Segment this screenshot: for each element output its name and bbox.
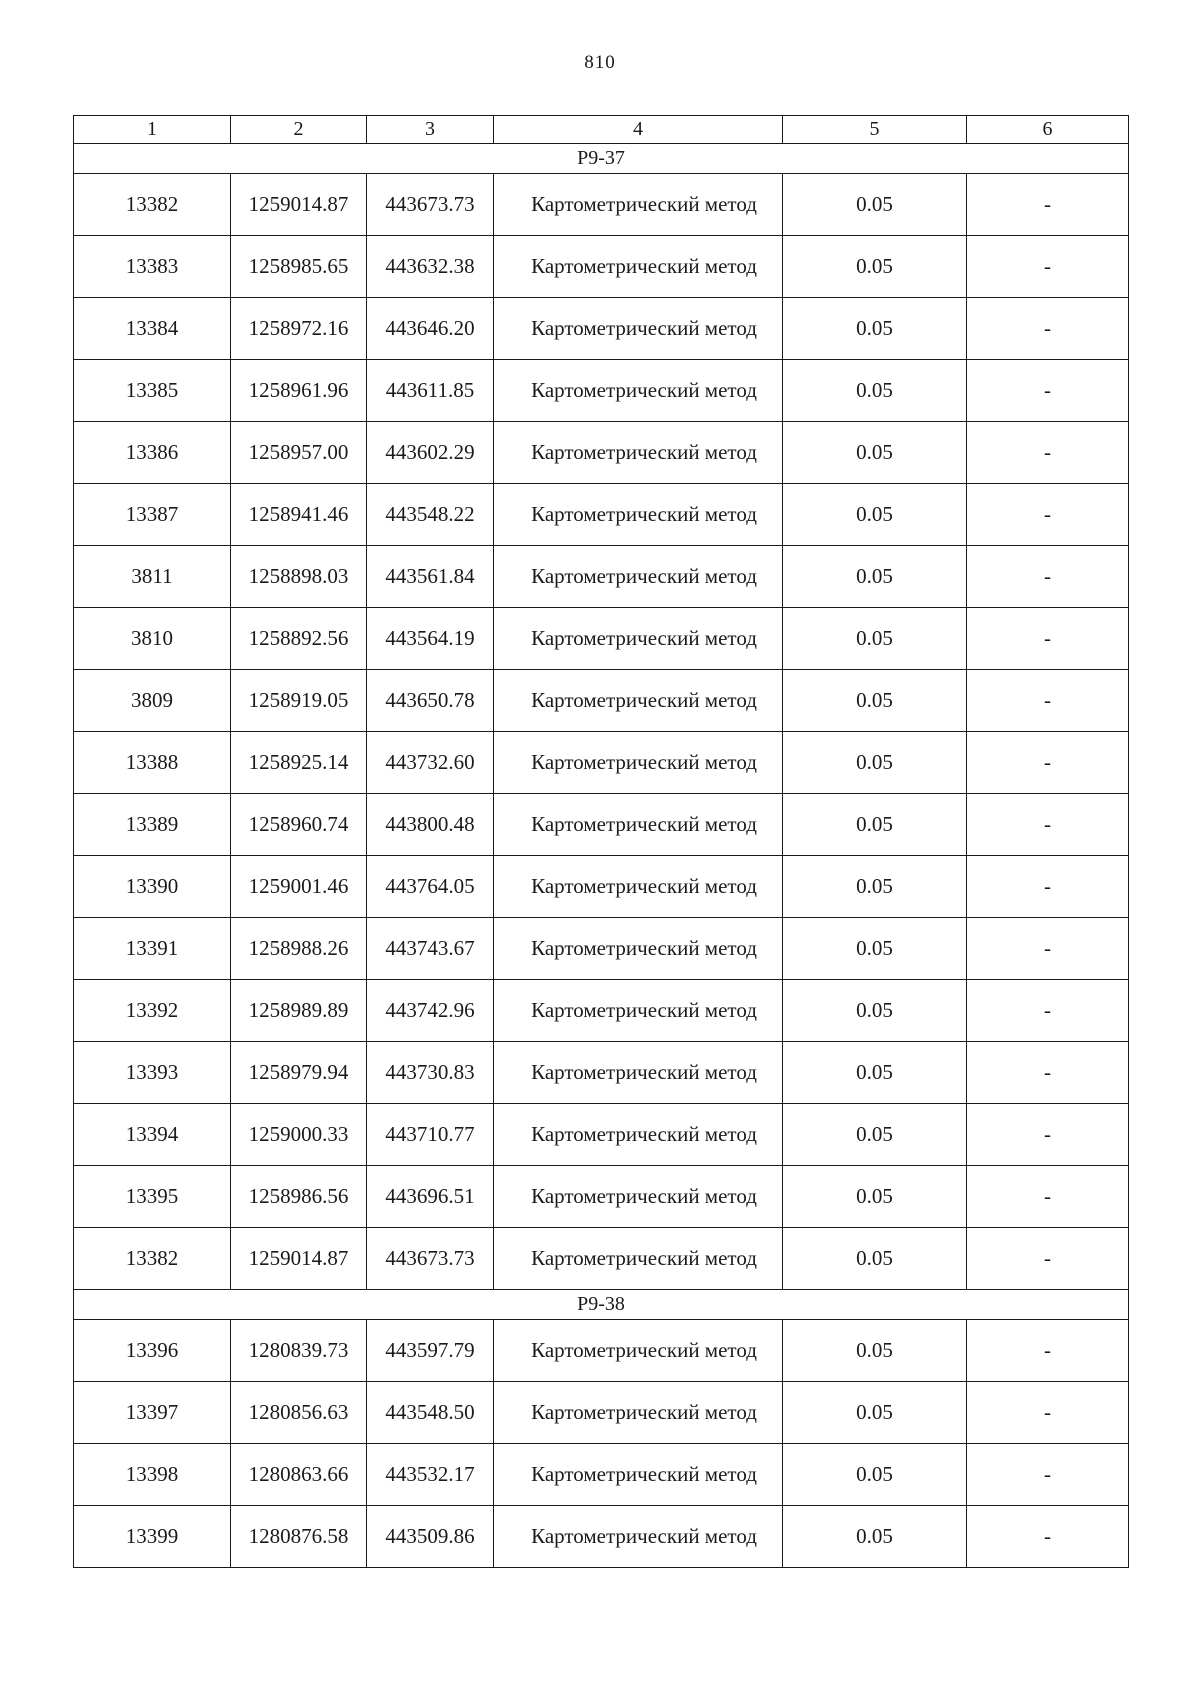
table-row [74, 546, 1129, 608]
accuracy-cell: 0.05 [783, 794, 967, 856]
point-number-cell: 3810 [74, 608, 231, 670]
x-coordinate-cell: 1259000.33 [231, 1104, 367, 1166]
page-number: 810 [584, 52, 616, 73]
y-coordinate-cell: 443548.50 [367, 1382, 494, 1444]
description-cell: - [967, 1228, 1129, 1290]
accuracy-cell: 0.05 [783, 1228, 967, 1290]
y-coordinate-cell: 443732.60 [367, 732, 494, 794]
table-row [74, 1382, 1129, 1444]
accuracy-cell: 0.05 [783, 1382, 967, 1444]
x-coordinate-cell: 1258925.14 [231, 732, 367, 794]
accuracy-cell: 0.05 [783, 1506, 967, 1568]
y-coordinate-cell: 443764.05 [367, 856, 494, 918]
table-row [74, 608, 1129, 670]
table-row [74, 1506, 1129, 1568]
y-coordinate-cell: 443548.22 [367, 484, 494, 546]
point-number-cell: 3809 [74, 670, 231, 732]
table-row [74, 1104, 1129, 1166]
table-row [74, 236, 1129, 298]
y-coordinate-cell: 443673.73 [367, 174, 494, 236]
y-coordinate-cell: 443730.83 [367, 1042, 494, 1104]
point-number-cell: 13389 [74, 794, 231, 856]
accuracy-cell: 0.05 [783, 1104, 967, 1166]
method-cell: Картометрический метод [494, 794, 783, 856]
method-cell: Картометрический метод [494, 546, 783, 608]
point-number-cell: 13395 [74, 1166, 231, 1228]
point-number-cell: 13394 [74, 1104, 231, 1166]
table-row [74, 732, 1129, 794]
description-cell: - [967, 236, 1129, 298]
method-cell: Картометрический метод [494, 980, 783, 1042]
point-number-cell: 13386 [74, 422, 231, 484]
point-number-cell: 13382 [74, 1228, 231, 1290]
table-row [74, 1166, 1129, 1228]
x-coordinate-cell: 1258941.46 [231, 484, 367, 546]
y-coordinate-cell: 443650.78 [367, 670, 494, 732]
method-cell: Картометрический метод [494, 1166, 783, 1228]
point-number-cell: 13396 [74, 1320, 231, 1382]
table-row [74, 1320, 1129, 1382]
table-row [74, 1228, 1129, 1290]
section-title: Р9-38 [74, 1290, 1129, 1320]
method-cell: Картометрический метод [494, 422, 783, 484]
y-coordinate-cell: 443532.17 [367, 1444, 494, 1506]
description-cell: - [967, 980, 1129, 1042]
point-number-cell: 13393 [74, 1042, 231, 1104]
section-header-row [74, 1290, 1129, 1320]
table-row [74, 1444, 1129, 1506]
accuracy-cell: 0.05 [783, 546, 967, 608]
x-coordinate-cell: 1258988.26 [231, 918, 367, 980]
column-number-row [74, 116, 1129, 144]
point-number-cell: 13384 [74, 298, 231, 360]
point-number-cell: 13397 [74, 1382, 231, 1444]
accuracy-cell: 0.05 [783, 1166, 967, 1228]
accuracy-cell: 0.05 [783, 174, 967, 236]
accuracy-cell: 0.05 [783, 1320, 967, 1382]
point-number-cell: 13383 [74, 236, 231, 298]
table-row [74, 422, 1129, 484]
section-title: Р9-37 [74, 144, 1129, 174]
y-coordinate-cell: 443509.86 [367, 1506, 494, 1568]
column-number: 2 [231, 116, 367, 144]
method-cell: Картометрический метод [494, 298, 783, 360]
method-cell: Картометрический метод [494, 670, 783, 732]
point-number-cell: 3811 [74, 546, 231, 608]
y-coordinate-cell: 443632.38 [367, 236, 494, 298]
y-coordinate-cell: 443564.19 [367, 608, 494, 670]
method-cell: Картометрический метод [494, 1320, 783, 1382]
description-cell: - [967, 1042, 1129, 1104]
description-cell: - [967, 546, 1129, 608]
method-cell: Картометрический метод [494, 1506, 783, 1568]
table-row [74, 980, 1129, 1042]
table-row [74, 670, 1129, 732]
table-body [74, 116, 1129, 1568]
column-number: 1 [74, 116, 231, 144]
x-coordinate-cell: 1258919.05 [231, 670, 367, 732]
table-row [74, 918, 1129, 980]
table-row [74, 856, 1129, 918]
point-number-cell: 13392 [74, 980, 231, 1042]
description-cell: - [967, 1166, 1129, 1228]
point-number-cell: 13382 [74, 174, 231, 236]
x-coordinate-cell: 1258892.56 [231, 608, 367, 670]
method-cell: Картометрический метод [494, 1228, 783, 1290]
accuracy-cell: 0.05 [783, 608, 967, 670]
x-coordinate-cell: 1258957.00 [231, 422, 367, 484]
x-coordinate-cell: 1280863.66 [231, 1444, 367, 1506]
accuracy-cell: 0.05 [783, 360, 967, 422]
section-header-row [74, 144, 1129, 174]
table-row [74, 360, 1129, 422]
y-coordinate-cell: 443597.79 [367, 1320, 494, 1382]
description-cell: - [967, 608, 1129, 670]
description-cell: - [967, 174, 1129, 236]
point-number-cell: 13391 [74, 918, 231, 980]
description-cell: - [967, 732, 1129, 794]
method-cell: Картометрический метод [494, 360, 783, 422]
description-cell: - [967, 360, 1129, 422]
method-cell: Картометрический метод [494, 484, 783, 546]
y-coordinate-cell: 443710.77 [367, 1104, 494, 1166]
accuracy-cell: 0.05 [783, 732, 967, 794]
description-cell: - [967, 918, 1129, 980]
accuracy-cell: 0.05 [783, 918, 967, 980]
accuracy-cell: 0.05 [783, 856, 967, 918]
x-coordinate-cell: 1258989.89 [231, 980, 367, 1042]
column-number: 5 [783, 116, 967, 144]
table-row [74, 174, 1129, 236]
description-cell: - [967, 484, 1129, 546]
table-row [74, 484, 1129, 546]
description-cell: - [967, 1382, 1129, 1444]
y-coordinate-cell: 443743.67 [367, 918, 494, 980]
point-number-cell: 13385 [74, 360, 231, 422]
description-cell: - [967, 794, 1129, 856]
x-coordinate-cell: 1258972.16 [231, 298, 367, 360]
x-coordinate-cell: 1258898.03 [231, 546, 367, 608]
accuracy-cell: 0.05 [783, 236, 967, 298]
point-number-cell: 13398 [74, 1444, 231, 1506]
x-coordinate-cell: 1280839.73 [231, 1320, 367, 1382]
x-coordinate-cell: 1258986.56 [231, 1166, 367, 1228]
y-coordinate-cell: 443561.84 [367, 546, 494, 608]
method-cell: Картометрический метод [494, 1444, 783, 1506]
accuracy-cell: 0.05 [783, 980, 967, 1042]
table-row [74, 794, 1129, 856]
method-cell: Картометрический метод [494, 608, 783, 670]
x-coordinate-cell: 1258960.74 [231, 794, 367, 856]
description-cell: - [967, 422, 1129, 484]
point-number-cell: 13390 [74, 856, 231, 918]
column-number: 4 [494, 116, 783, 144]
method-cell: Картометрический метод [494, 1042, 783, 1104]
accuracy-cell: 0.05 [783, 1444, 967, 1506]
description-cell: - [967, 1320, 1129, 1382]
table-row [74, 1042, 1129, 1104]
x-coordinate-cell: 1258961.96 [231, 360, 367, 422]
method-cell: Картометрический метод [494, 856, 783, 918]
y-coordinate-cell: 443611.85 [367, 360, 494, 422]
point-number-cell: 13388 [74, 732, 231, 794]
description-cell: - [967, 1444, 1129, 1506]
table-row [74, 298, 1129, 360]
point-number-cell: 13399 [74, 1506, 231, 1568]
method-cell: Картометрический метод [494, 1104, 783, 1166]
y-coordinate-cell: 443742.96 [367, 980, 494, 1042]
description-cell: - [967, 1104, 1129, 1166]
accuracy-cell: 0.05 [783, 484, 967, 546]
accuracy-cell: 0.05 [783, 670, 967, 732]
x-coordinate-cell: 1258979.94 [231, 1042, 367, 1104]
description-cell: - [967, 298, 1129, 360]
y-coordinate-cell: 443602.29 [367, 422, 494, 484]
method-cell: Картометрический метод [494, 1382, 783, 1444]
x-coordinate-cell: 1280856.63 [231, 1382, 367, 1444]
x-coordinate-cell: 1259001.46 [231, 856, 367, 918]
description-cell: - [967, 670, 1129, 732]
y-coordinate-cell: 443673.73 [367, 1228, 494, 1290]
description-cell: - [967, 1506, 1129, 1568]
accuracy-cell: 0.05 [783, 298, 967, 360]
y-coordinate-cell: 443646.20 [367, 298, 494, 360]
point-number-cell: 13387 [74, 484, 231, 546]
x-coordinate-cell: 1258985.65 [231, 236, 367, 298]
method-cell: Картометрический метод [494, 174, 783, 236]
y-coordinate-cell: 443800.48 [367, 794, 494, 856]
accuracy-cell: 0.05 [783, 1042, 967, 1104]
column-number: 3 [367, 116, 494, 144]
column-number: 6 [967, 116, 1129, 144]
method-cell: Картометрический метод [494, 732, 783, 794]
x-coordinate-cell: 1259014.87 [231, 174, 367, 236]
description-cell: - [967, 856, 1129, 918]
y-coordinate-cell: 443696.51 [367, 1166, 494, 1228]
method-cell: Картометрический метод [494, 236, 783, 298]
x-coordinate-cell: 1259014.87 [231, 1228, 367, 1290]
accuracy-cell: 0.05 [783, 422, 967, 484]
x-coordinate-cell: 1280876.58 [231, 1506, 367, 1568]
coordinates-table [73, 115, 1129, 1568]
method-cell: Картометрический метод [494, 918, 783, 980]
